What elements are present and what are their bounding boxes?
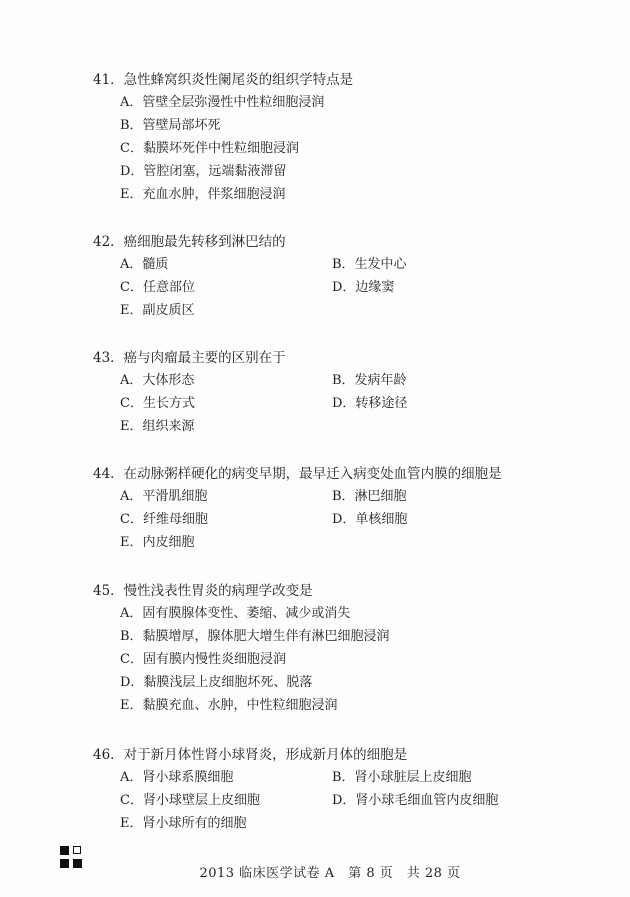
option-c: C．生长方式 (120, 396, 195, 411)
option-b: B．生发中心 (332, 257, 407, 272)
option-b: B．发病年龄 (332, 373, 407, 388)
question-stem: 41．急性蜂窝织炎性阑尾炎的组织学特点是 (93, 72, 354, 88)
question-45 (93, 581, 613, 717)
option-e: E．组织来源 (120, 419, 195, 434)
option-b: B．肾小球脏层上皮细胞 (332, 770, 472, 785)
option-c: C．固有膜内慢性炎细胞浸润 (120, 652, 286, 667)
option-a: A．髓质 (120, 257, 169, 272)
option-e: E．黏膜充血、水肿，中性粒细胞浸润 (120, 698, 338, 713)
option-e: E．副皮质区 (120, 303, 195, 318)
option-a: A．固有膜腺体变性、萎缩、减少或消失 (120, 606, 351, 621)
option-e: E．肾小球所有的细胞 (120, 816, 247, 831)
question-43 (93, 348, 613, 438)
option-c: C．纤维母细胞 (120, 512, 208, 527)
question-stem: 45．慢性浅表性胃炎的病理学改变是 (93, 583, 313, 599)
option-d: D．肾小球毛细血管内皮细胞 (332, 793, 499, 808)
option-d: D．单核细胞 (332, 512, 408, 527)
option-e: E．内皮细胞 (120, 535, 195, 550)
option-d: D．管腔闭塞，远端黏液滞留 (120, 164, 287, 179)
question-41 (93, 70, 613, 206)
option-b: B．管壁局部坏死 (120, 118, 221, 133)
option-b: B．淋巴细胞 (332, 489, 407, 504)
option-a: A．大体形态 (120, 373, 195, 388)
question-stem: 43．癌与肉瘤最主要的区别在于 (93, 350, 286, 366)
option-c: C．肾小球壁层上皮细胞 (120, 793, 260, 808)
question-stem: 42．癌细胞最先转移到淋巴结的 (93, 234, 286, 250)
option-a: A．平滑肌细胞 (120, 489, 208, 504)
question-42 (93, 232, 613, 322)
question-44 (93, 464, 613, 554)
question-stem: 44．在动脉粥样硬化的病变早期，最早迁入病变处血管内膜的细胞是 (93, 466, 502, 482)
question-46 (93, 745, 613, 835)
option-c: C．任意部位 (120, 280, 195, 295)
option-d: D．转移途径 (332, 396, 408, 411)
question-stem: 46．对于新月体性肾小球肾炎，形成新月体的细胞是 (93, 747, 408, 763)
option-e: E．充血水肿，伴浆细胞浸润 (120, 187, 286, 202)
option-b: B．黏膜增厚，腺体肥大增生伴有淋巴细胞浸润 (120, 629, 390, 644)
option-a: A．管壁全层弥漫性中性粒细胞浸润 (120, 95, 325, 110)
option-c: C．黏膜坏死伴中性粒细胞浸润 (120, 141, 299, 156)
option-a: A．肾小球系膜细胞 (120, 770, 234, 785)
footer-text: 2013 临床医学试卷 A 第 8 页 共 28 页 (199, 866, 461, 881)
page-footer (0, 862, 630, 881)
option-d: D．边缘窦 (332, 280, 395, 295)
option-d: D．黏膜浅层上皮细胞坏死、脱落 (120, 675, 313, 690)
